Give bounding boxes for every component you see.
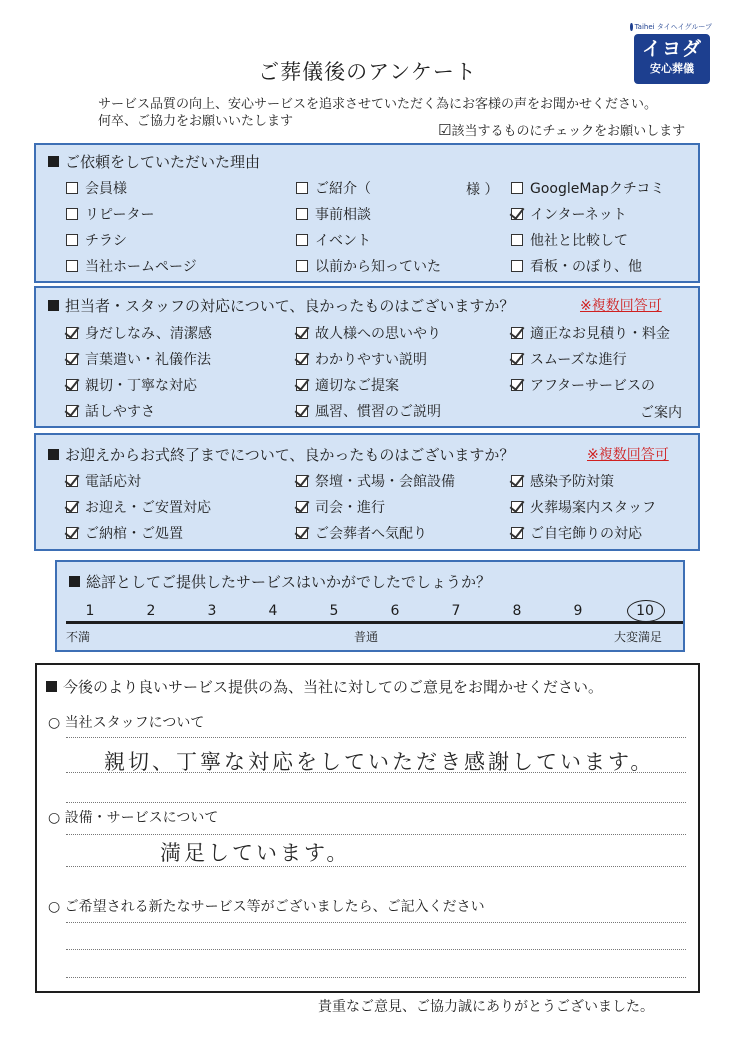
section-title: お迎えからお式終了までについて、良かったものはございますか？	[48, 444, 514, 465]
checkbox-icon	[511, 353, 523, 365]
multiple-answer-note: ※複数回答可	[587, 447, 669, 463]
checkbox-icon	[296, 182, 308, 194]
checkbox-facilities[interactable]: 祭壇・式場・会館設備	[296, 471, 455, 491]
checkbox-referral[interactable]: ご紹介（	[296, 178, 371, 198]
checkbox-consultation[interactable]: 事前相談	[296, 204, 371, 224]
comment-section-title: 今後のより良いサービス提供の為、当社に対してのご意見をお聞かせください。	[46, 676, 603, 697]
checkbox-icon	[66, 527, 78, 539]
dotted-line	[66, 772, 686, 773]
checkbox-crematorium-staff[interactable]: 火葬場案内スタッフ	[511, 497, 656, 517]
scale-low-label: 不満	[66, 630, 91, 644]
checkbox-event[interactable]: イベント	[296, 230, 371, 250]
checkbox-icon	[66, 182, 78, 194]
question-facility: ○ 設備・サービスについて	[48, 810, 219, 826]
scale-10[interactable]: 10	[636, 603, 654, 619]
section-title: 総評としてご提供したサービスはいかがでしたでしょうか？	[69, 571, 491, 592]
checkbox-icon	[511, 527, 523, 539]
dotted-line	[66, 834, 686, 835]
checkbox-icon	[66, 501, 78, 513]
checkbox-clear-explanation[interactable]: わかりやすい説明	[296, 349, 427, 369]
checkbox-encoffinment[interactable]: ご納棺・ご処置	[66, 523, 183, 543]
logo-sub-text: 安心葬儀	[650, 62, 694, 75]
checkbox-icon	[66, 208, 78, 220]
checkbox-icon	[296, 260, 308, 272]
checkbox-icon	[511, 379, 523, 391]
scale-6[interactable]: 6	[390, 603, 400, 619]
dotted-line	[66, 737, 686, 738]
question-staff: ○ 当社スタッフについて	[48, 715, 205, 731]
checkbox-icon	[66, 260, 78, 272]
checkbox-icon	[296, 379, 308, 391]
checkbox-icon	[296, 501, 308, 513]
scale-8[interactable]: 8	[512, 603, 522, 619]
checkbox-icon	[296, 234, 308, 246]
scale-4[interactable]: 4	[268, 603, 278, 619]
checkbox-pickup[interactable]: お迎え・ご安置対応	[66, 497, 211, 517]
checked-box-icon: ☑	[438, 121, 452, 139]
checkbox-internet[interactable]: インターネット	[511, 204, 627, 224]
multiple-answer-note: ※複数回答可	[580, 298, 662, 314]
scale-9[interactable]: 9	[573, 603, 583, 619]
checkbox-compassion[interactable]: 故人様への思いやり	[296, 323, 441, 343]
checkbox-icon	[511, 208, 523, 220]
square-bullet-icon	[69, 576, 80, 587]
answer-staff[interactable]: 親切、丁寧な対応をしていただき感謝しています。	[104, 750, 655, 774]
checkbox-icon	[66, 405, 78, 417]
checkbox-icon	[511, 260, 523, 272]
scale-high-label: 大変満足	[614, 630, 663, 644]
checkbox-googlemap[interactable]: GoogleMapクチコミ	[511, 178, 664, 198]
check-instruction: ☑該当するものにチェックをお願いします	[438, 121, 686, 139]
square-bullet-icon	[48, 156, 59, 167]
scale-mid-label: 普通	[354, 630, 379, 644]
checkbox-member[interactable]: 会員様	[66, 178, 127, 198]
checkbox-icon	[66, 379, 78, 391]
checkbox-proposal[interactable]: 適切なご提案	[296, 375, 399, 395]
checkbox-signboard[interactable]: 看板・のぼり、他	[511, 256, 642, 276]
checkbox-kindness[interactable]: 親切・丁寧な対応	[66, 375, 197, 395]
checkbox-homepage[interactable]: 当社ホームページ	[66, 256, 197, 276]
footer-thanks: 貴重なご意見、ご協力誠にありがとうございました。	[318, 999, 654, 1015]
checkbox-mc[interactable]: 司会・進行	[296, 497, 385, 517]
checkbox-home-decoration[interactable]: ご自宅飾りの対応	[511, 523, 642, 543]
checkbox-repeater[interactable]: リピーター	[66, 204, 154, 224]
scale-3[interactable]: 3	[207, 603, 217, 619]
dotted-line	[66, 949, 686, 950]
selected-score-circle	[627, 600, 665, 622]
checkbox-icon	[511, 182, 523, 194]
section-title: 担当者・スタッフの対応について、良かったものはございますか？	[48, 295, 514, 316]
checkbox-icon	[66, 234, 78, 246]
logo-dot-icon	[630, 23, 633, 31]
checkbox-icon	[296, 327, 308, 339]
checkbox-mourner-care[interactable]: ご会葬者へ気配り	[296, 523, 427, 543]
checkbox-known-before[interactable]: 以前から知っていた	[296, 256, 441, 276]
checkbox-icon	[296, 353, 308, 365]
scale-7[interactable]: 7	[451, 603, 461, 619]
checkbox-icon	[296, 475, 308, 487]
checkbox-icon	[66, 327, 78, 339]
checkbox-icon	[296, 527, 308, 539]
page-title: ご葬儀後のアンケート	[258, 60, 477, 84]
checkbox-phone[interactable]: 電話応対	[66, 471, 141, 491]
answer-facility[interactable]: 満足しています。	[160, 841, 351, 865]
square-bullet-icon	[48, 300, 59, 311]
logo-group-name: Taihei タイヘイグループ	[630, 22, 712, 32]
checkbox-icon	[296, 405, 308, 417]
checkbox-appearance[interactable]: 身だしなみ、清潔感	[66, 323, 212, 343]
checkbox-icon	[66, 353, 78, 365]
checkbox-icon	[511, 501, 523, 513]
checkbox-easy-to-talk[interactable]: 話しやすさ	[66, 401, 155, 421]
checkbox-manners[interactable]: 言葉遣い・礼儀作法	[66, 349, 211, 369]
intro-line-1: サービス品質の向上、安心サービスを追求させていただく為にお客様の声をお聞かせください。	[98, 97, 658, 112]
checkbox-compared[interactable]: 他社と比較して	[511, 230, 628, 250]
option-continuation: ご案内	[640, 405, 682, 421]
scale-line	[66, 621, 683, 624]
square-bullet-icon	[46, 681, 57, 692]
checkbox-customs[interactable]: 風習、慣習のご説明	[296, 401, 441, 421]
checkbox-icon	[511, 234, 523, 246]
checkbox-icon	[511, 327, 523, 339]
checkbox-after-service[interactable]: アフターサービスの	[511, 375, 655, 395]
section-title: ご依頼をしていただいた理由	[48, 151, 260, 172]
checkbox-infection-control[interactable]: 感染予防対策	[511, 471, 614, 491]
checkbox-flyer[interactable]: チラシ	[66, 230, 127, 250]
checkbox-fair-price[interactable]: 適正なお見積り・料金	[511, 323, 670, 343]
referral-suffix: 様 ）	[466, 182, 499, 198]
scale-5[interactable]: 5	[329, 603, 339, 619]
scale-1[interactable]: 1	[85, 603, 95, 619]
logo-main-text: イヨダ	[641, 38, 702, 60]
question-new-service: ○ ご希望される新たなサービス等がございましたら、ご記入ください	[48, 899, 485, 915]
dotted-line	[66, 922, 686, 923]
intro-line-2: 何卒、ご協力をお願いいたします	[98, 114, 294, 129]
dotted-line	[66, 802, 686, 803]
dotted-line	[66, 866, 686, 867]
checkbox-icon	[511, 475, 523, 487]
scale-2[interactable]: 2	[146, 603, 156, 619]
checkbox-smooth-progress[interactable]: スムーズな進行	[511, 349, 627, 369]
square-bullet-icon	[48, 449, 59, 460]
dotted-line	[66, 977, 686, 978]
checkbox-icon	[66, 475, 78, 487]
checkbox-icon	[296, 208, 308, 220]
